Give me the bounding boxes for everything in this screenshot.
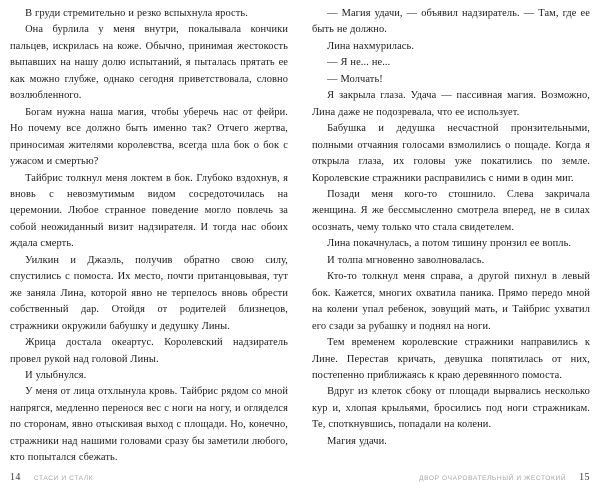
paragraph: Кто-то толкнул меня справа, а другой пихнул в левый бок. Кажется, многих охватила паника. Прямо передо мной на колени упал ребенок, зовущий мать, и Тайбрис ухватил его сзади за рубашку и поднял на ноги. [312, 271, 590, 332]
paragraph: Лина нахмурилась. [327, 40, 415, 52]
paragraph: Она бурлила у меня внутри, покалывала кончики пальцев, искрилась на коже. Обычно, принимая жестокость выпавших на нашу долю испытаний, я пыталась прятать ее как можно глубже, однако сегодня приветствовала, словно возлюбленного. [10, 24, 288, 102]
paragraph: — Я не... не... [327, 57, 391, 69]
page-number: 15 [579, 472, 590, 483]
paragraph: Магия удачи. [327, 435, 387, 447]
paragraph: И толпа мгновенно заволновалась. [327, 254, 485, 266]
running-head-author: СТАСИ И СТАЛК [33, 475, 94, 482]
paragraph: Богам нужна наша магия, чтобы уберечь нас от фейри. Но почему все должно быть именно так? Отчего жертва, приносимая жителями королевства, всегда шла бок о бок с ужасом и смертью? [10, 106, 288, 168]
paragraph: Тайбрис толкнул меня локтем в бок. Глубоко вздохнув, я вновь с невозмутимым видом сосредоточилась на церемонии. Любое странное поведение могло повлечь за собой неожиданный визит надзирателя. И тогда нас обоих ждала смерть. [10, 172, 288, 250]
page-number: 14 [10, 472, 21, 483]
paragraph: Тем временем королевские стражники направились к Лине. Перестав кричать, девушка попятилась от них, постепенно приближаясь к краю деревянного помоста. [312, 337, 590, 381]
running-head-title: ДВОР ОЧАРОВАТЕЛЬНЫЙ И ЖЕСТОКИЙ [419, 475, 567, 482]
paragraph: Я закрыла глаза. Удача — пассивная магия. Возможно, Лина даже не подозревала, что ее использует. [312, 90, 590, 118]
paragraph: — Молчать! [327, 73, 383, 85]
right-page-footer [300, 472, 600, 483]
paragraph: У меня от лица отхлынула кровь. Тайбрис рядом со мной напрягся, медленно перенося вес с ноги на ногу, и огляделся по сторонам, явно отыскивая выход с площади. Но, конечно, стражники над нашими головами сразу бы заметили любого, кто попытался сбежать. [10, 386, 288, 464]
paragraph: В груди стремительно и резко вспыхнула ярость. [25, 8, 248, 19]
paragraph: Лина покачнулась, а потом тишину пронзил ее вопль. [327, 238, 572, 250]
paragraph: Вдруг из клеток сбоку от площади вырвались несколько кур и, хлопая крыльями, бросились под ноги стражникам. Те, споткнувшись, попадали на колени. [312, 386, 590, 431]
page-right [300, 0, 600, 488]
paragraph: — Магия удачи, — объявил надзиратель. — Там, где ее быть не должно. [312, 8, 590, 36]
paragraph: Бабушка и дедушка несчастной пронзительными, полными отчаяния голосами взмолились о пощаде. Когда я открыла глаза, их головы уже покатились по земле. Королевские стражники расправились с ними в один миг. [312, 123, 590, 184]
right-page-text-block [312, 6, 590, 488]
paragraph: Уилкин и Джаэль, получив обратно свою силу, спустились с помоста. Их место, почти пританцовывая, тут же заняла Лина, которой явно не терпелось вновь обрести собственный дар. Отойдя от родителей близнецов, стражники окружили бабушку и дедушку Лины. [10, 254, 288, 332]
left-page-text-block [10, 6, 288, 488]
left-page-footer [0, 472, 300, 483]
paragraph: И улыбнулся. [25, 369, 87, 381]
paragraph: Жрица достала океартус. Королевский надзиратель провел рукой над головой Лины. [10, 337, 288, 365]
paragraph: Позади меня кого-то стошнило. Слева закричала женщина. Я же бессмысленно смотрела вперед, не в силах осознать, чему только что стала свидетелем. [312, 188, 590, 233]
